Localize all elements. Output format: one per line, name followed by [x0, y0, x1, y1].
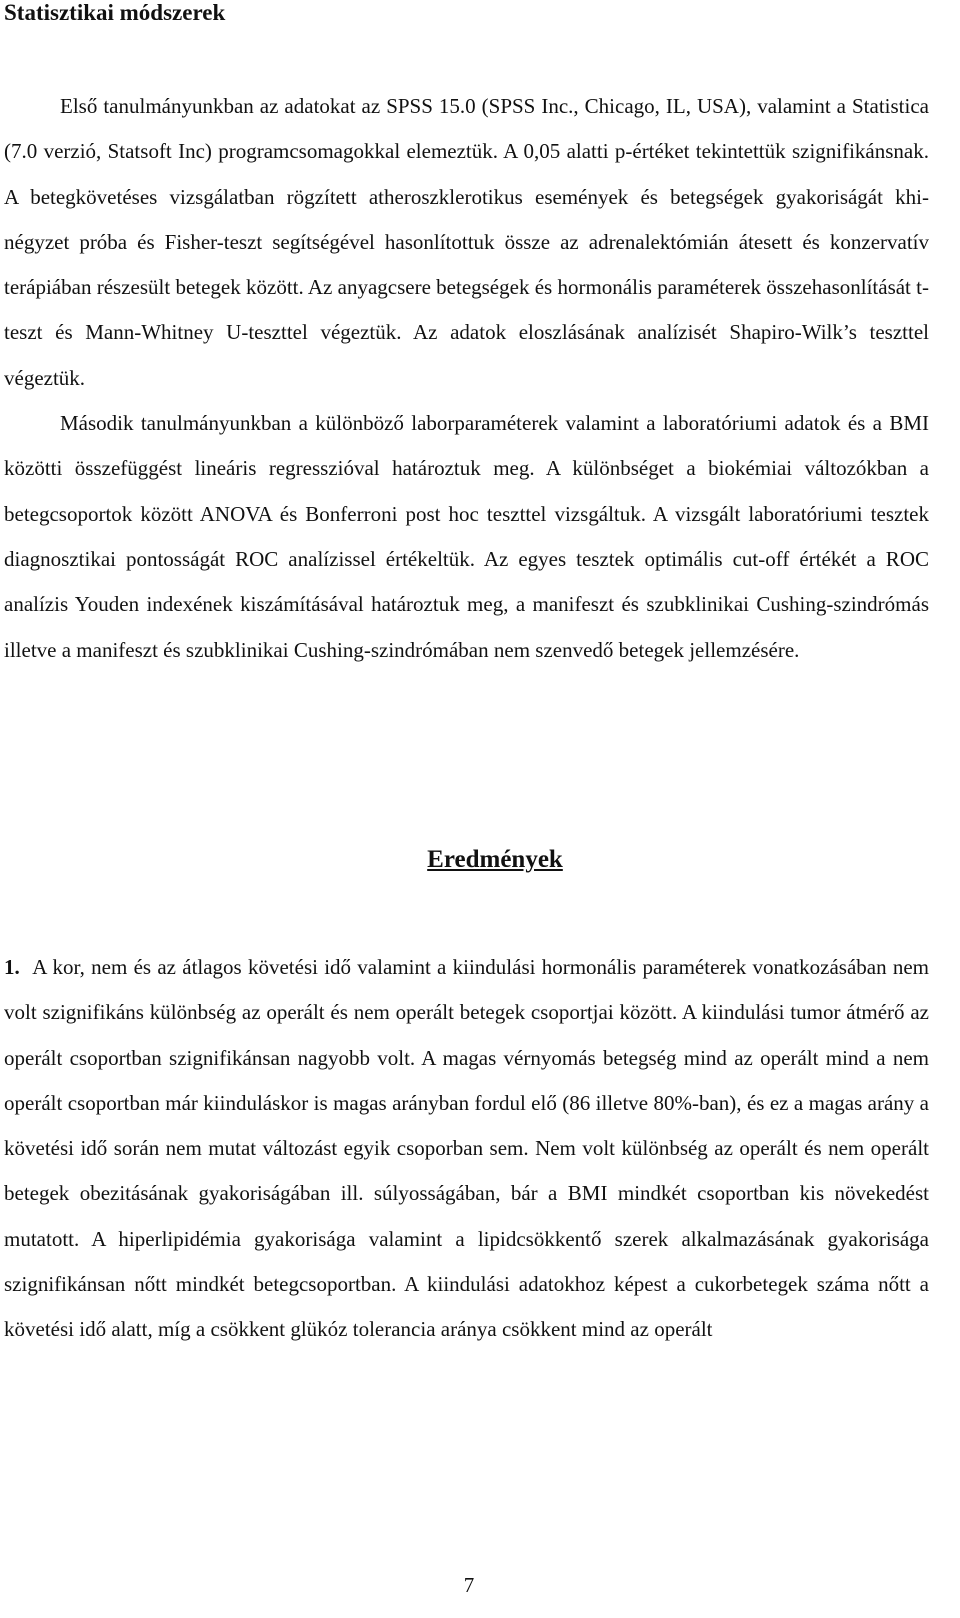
page-number: 7	[463, 1573, 475, 1597]
results-text	[4, 945, 929, 1353]
results-item-text: A kor, nem és az átlagos követési idő valamint a kiindulási hormonális paraméterek vonatkozásában nem volt szignifikáns különbség az operált és nem operált betegek csoportjai között. A kiindulási tumor átmérő az operált csoportban szignifikánsan nagyobb volt. A magas vérnyomás betegség mind az operált mind a nem operált csoportban már kiinduláskor is magas arányban fordul elő (86 illetve 80%-ban), és ez a magas arány a követési idő során nem mutat változást egyik csoporban sem. Nem volt különbség az operált és nem operált betegek obezitásának gyakoriságában ill. súlyosságában, bár a BMI mindkét csoportban kis növekedést mutatott. A hiperlipidémia gyakorisága valamint a lipidcsökkentő szerek alkalmazásának gyakorisága szignifikánsan nőtt mindkét betegcsoportban. A kiindulási adatokhoz képest a cukorbetegek száma nőtt a követési idő alatt, míg a csökkent glükóz tolerancia aránya csökkent mind az operált	[4, 955, 929, 1342]
methods-text	[4, 84, 929, 673]
methods-paragraph-1: Első tanulmányunkban az adatokat az SPSS 15.0 (SPSS Inc., Chicago, IL, USA), valamint a Statistica (7.0 verzió, Statsoft Inc) programcsomagokkal elemeztük. A 0,05 alatti p-értéket tekintettük szignifikánsnak. A betegkövetéses vizsgálatban rögzített atheroszklerotikus események és betegségek gyakoriságát khi-négyzet próba és Fisher-teszt segítségével hasonlítottuk össze az adrenalektómián átesett és konzervatív terápiában részesült betegek között. Az anyagcsere betegségek és hormonális paraméterek összehasonlítását t-teszt és Mann-Whitney U-teszttel végeztük. Az adatok eloszlásának analízisét Shapiro-Wilk’s teszttel végeztük.	[4, 94, 929, 390]
results-heading: Eredmények	[427, 846, 563, 873]
results-paragraph-1	[4, 945, 929, 1353]
methods-paragraph-2: Második tanulmányunkban a különböző laborparaméterek valamint a laboratóriumi adatok és a BMI közötti összefüggést lineáris regresszióval határoztuk meg. A különbséget a biokémiai változókban a betegcsoportok között ANOVA és Bonferroni post hoc teszttel vizsgáltuk. A vizsgált laboratóriumi tesztek diagnosztikai pontosságát ROC analízissel értékeltük. Az egyes tesztek optimális cut-off értékét a ROC analízis Youden indexének kiszámításával határoztuk meg, a manifeszt és szubklinikai Cushing-szindrómás illetve a manifeszt és szubklinikai Cushing-szindrómában nem szenvedő betegek jellemzésére.	[4, 411, 929, 662]
results-item-number: 1.	[4, 955, 20, 979]
section-heading: Statisztikai módszerek	[4, 0, 226, 25]
